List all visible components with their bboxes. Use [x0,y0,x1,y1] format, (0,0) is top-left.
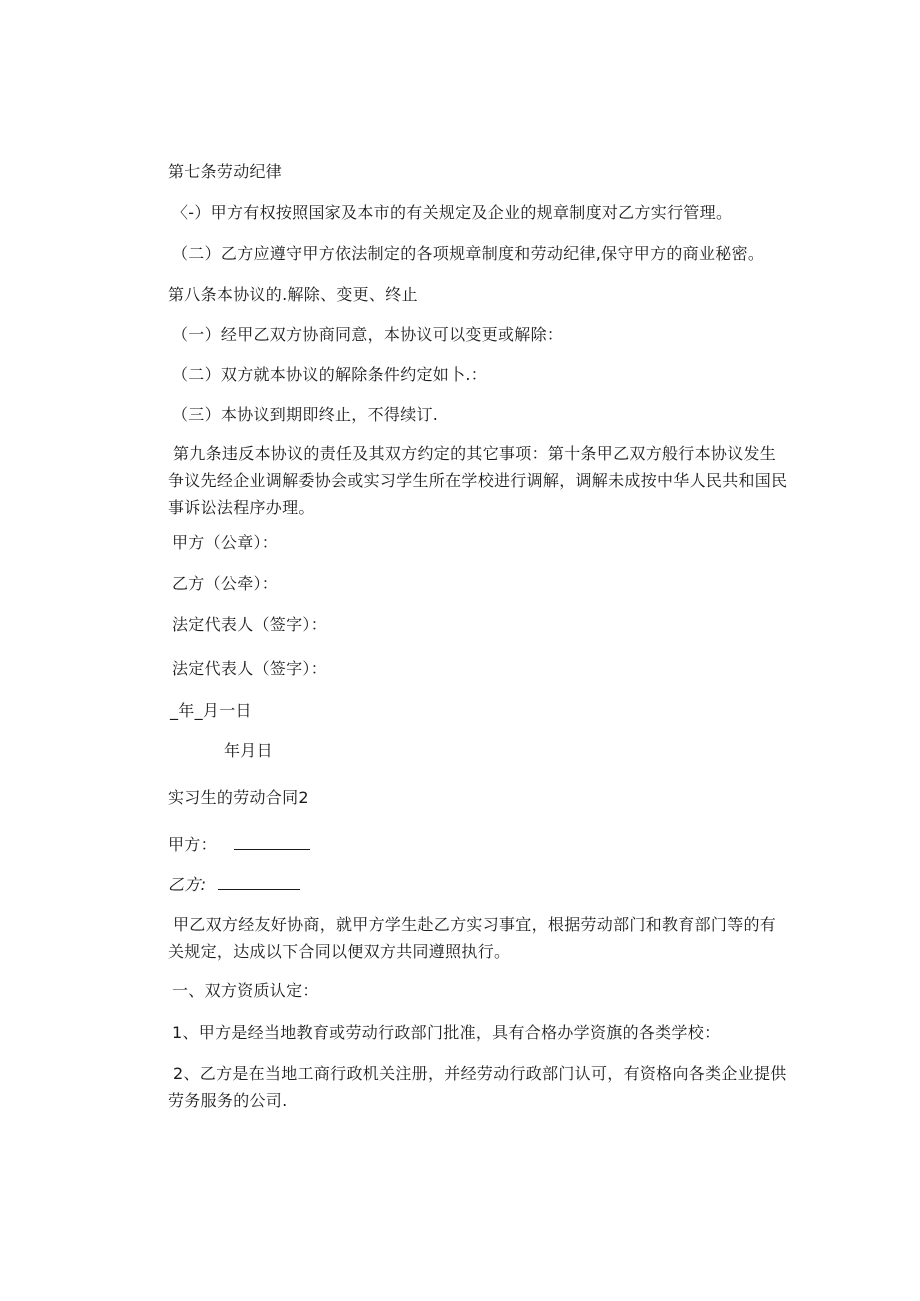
party-a-label: 甲方： [168,835,217,854]
article-8-item-1: （一）经甲乙双方协商同意，本协议可以变更或解除： [172,325,564,344]
date-line-1: _年_月一日 [170,701,252,720]
section-1-item-2: 2、乙方是在当地工商行政机关注册，并经劳动行政部门认可，有资格向各类企业提供劳务服务的公司. [168,1064,787,1110]
preamble-paragraph: 甲乙双方经友好协商，就甲方学生赴乙方实习事宜，根据劳动部门和教育部门等的有关规定，达成以下合同以便双方共同遵照执行。 [168,915,777,961]
article-7-title: 第七条劳动纪律 [168,162,283,181]
party-b-label: 乙方: [168,875,207,894]
article-8-title: 第八条本协议的.解除、变更、终止 [168,285,418,304]
contract-2-title: 实习生的劳动合同2 [168,788,309,807]
article-7-item-1: 〈-）甲方有权按照国家及本市的有关规定及企业的规章制度对乙方实行管理。 [172,203,733,222]
party-b-line [168,875,300,894]
legal-representative-2: 法定代表人（签字）： [172,659,328,678]
article-8-item-2: （二）双方就本协议的解除条件约定如卜.： [172,365,488,384]
article-7-item-2: （二）乙方应遵守甲方依法制定的各项规章制度和劳动纪律,保守甲方的商业秘密。 [172,244,765,263]
article-9-paragraph: 第九条违反本协议的责任及其双方约定的其它事项：第十条甲乙双方般行本协议发生争议先经企业调解委协会或实习学生所在学校进行调解，调解未成按中华人民共和国民事诉讼法程序办理。 [168,444,788,517]
party-a-seal: 甲方（公章）： [172,533,279,552]
party-a-blank [234,835,310,850]
date-line-2: 年月日 [224,741,273,760]
party-b-seal: 乙方（公牵）： [172,574,279,593]
section-1-title: 一、双方资质认定： [172,981,319,1000]
legal-representative-1: 法定代表人（签字）： [172,615,328,634]
article-8-item-3: （三）本协议到期即终止，不得续订. [172,405,439,424]
party-a-line [168,835,310,854]
party-b-blank [218,875,300,890]
section-1-item-1: 1、甲方是经当地教育或劳动行政部门批准，具有合格办学资旗的各类学校： [172,1023,721,1042]
